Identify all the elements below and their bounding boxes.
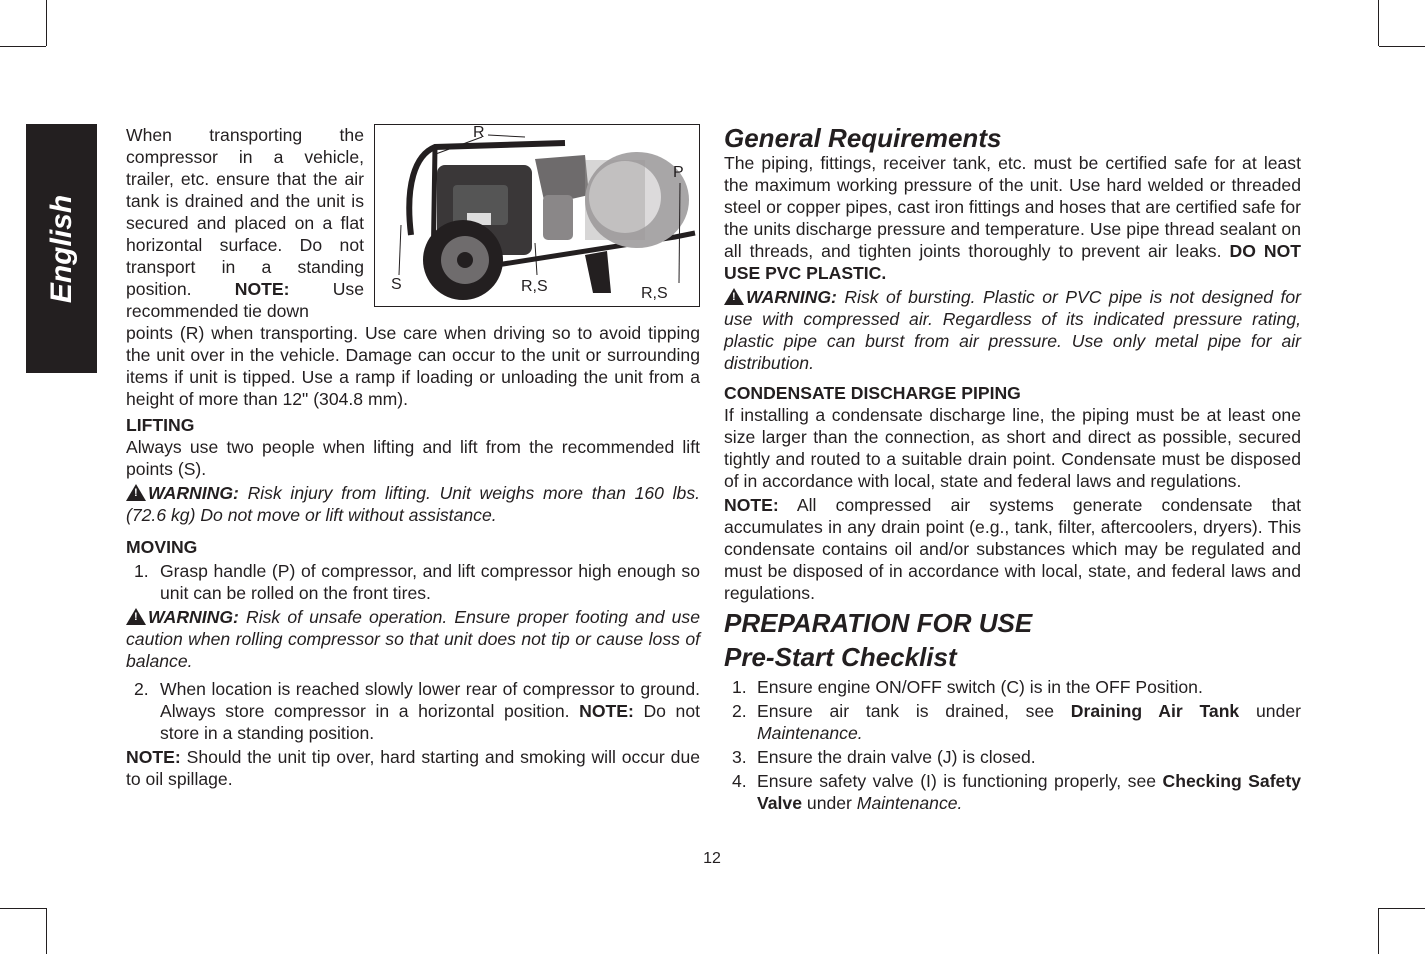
general-text: The piping, fittings, receiver tank, etc. must be certified safe for at least the maximum working pressure of the unit. Use hard welded or threaded steel or copper pipes, cast iron fittings and hoses that are certified safe for the units discharge pressure and temperature. Use pipe thread sealant on all threads, and tighten joints thoroughly to prevent air leaks. [724,153,1301,261]
step-number: 2. [732,701,747,721]
step-text: Ensure air tank is drained, see [757,701,1055,721]
general-warning [724,286,1301,374]
crop-mark [1379,908,1425,909]
lifting-warning-text: Risk injury from lifting. Unit weighs more than 160 lbs. (72.6 kg) Do not move or lift without assistance. [126,483,700,525]
step-text: When location is reached slowly lower rear of compressor to ground. Always store compressor in a horizontal position. [160,679,700,721]
crop-mark [0,908,46,909]
list-item [126,678,700,744]
crop-mark [0,46,46,47]
condensate-note-label: NOTE: [724,495,779,515]
right-column [724,124,1301,816]
step-number: 4. [732,771,747,791]
general-warning-label: WARNING: [746,287,837,307]
transport-note-start: Use recommended tie down [126,279,364,321]
general-requirements-text [724,152,1301,284]
final-note-label: NOTE: [126,747,181,767]
step-note-label: NOTE: [579,701,634,721]
lifting-warning [126,482,700,526]
step-number: 2. [134,679,149,699]
general-requirements-heading: General Requirements [724,123,1002,153]
list-item [724,770,1301,814]
step-number: 1. [134,561,149,581]
step-text-b: under [1256,701,1301,721]
crop-mark [1379,46,1425,47]
moving-steps-continued [126,678,700,744]
condensate-heading: CONDENSATE DISCHARGE PIPING [724,383,1021,403]
label-p: P [673,164,684,181]
moving-warning-text: Risk of unsafe operation. Ensure proper footing and use caution when rolling compressor so that unit does not tip or cause loss of balance. [126,607,701,671]
list-item [724,700,1301,744]
condensate-note-text: All compressed air systems generate condensate that accumulates in any drain point (e.g., tank, filter, aftercoolers, dryers). This condensate contains oil and/or substances which may be regulated and must be disposed of in accordance with local, state, and federal laws and regulations. [724,495,1301,603]
transport-note-label: NOTE: [234,279,290,299]
moving-warning [126,606,700,672]
step-italic: Maintenance. [757,723,863,743]
step-note: Do not store in a standing position. [160,701,701,743]
preparation-heading: PREPARATION FOR USE [724,608,1033,638]
moving-heading: MOVING [126,537,198,557]
crop-mark [46,0,47,46]
transport-paragraph [126,124,364,322]
step-text: Ensure safety valve (I) is functioning properly, see [757,771,1157,791]
step-number: 3. [732,747,747,767]
moving-warning-label: WARNING: [148,607,239,627]
final-note-text: Should the unit tip over, hard starting and smoking will occur due to oil spillage. [126,747,701,789]
step-bold: Checking Safety Valve [757,771,1301,813]
step-bold: Draining Air Tank [1070,701,1240,721]
label-s: S [391,276,402,293]
language-tab [26,124,97,373]
left-column [126,124,700,790]
step-number: 1. [732,677,747,697]
moving-steps [126,560,700,604]
condensate-note [724,494,1301,604]
transport-continued: points (R) when transporting. Use care when driving so to avoid tipping the unit over in the vehicle. Damage can occur to the unit or surrounding items if unit is tipped. Use a ramp if loading or unloading the unit from a height of more than 12" (304.8 mm). [126,323,700,409]
step-text-b: under [806,793,852,813]
crop-mark [46,908,47,954]
lifting-text: Always use two people when lifting and lift from the recommended lift points (S). [126,437,700,479]
step-text: Ensure the drain valve (J) is closed. [757,747,1036,767]
warning-icon [126,484,146,501]
lifting-warning-label: WARNING: [148,483,239,503]
label-rs-right: R,S [641,285,668,302]
crop-mark [1378,908,1379,954]
warning-icon [724,288,744,305]
list-item [724,746,1301,768]
checklist-heading: Pre-Start Checklist [724,642,957,672]
language-tab-label: English [44,194,78,303]
lifting-heading: LIFTING [126,415,195,435]
final-note [126,746,700,790]
step-text: Grasp handle (P) of compressor, and lift compressor high enough so unit can be rolled on the front tires. [160,561,700,603]
transport-text: When transporting the compressor in a vehicle, trailer, etc. ensure that the air tank is drained and the unit is secured and placed on a flat horizontal surface. Do not transport in a standing position. [126,125,364,299]
general-bold: DO NOT USE PVC PLASTIC. [724,241,1302,283]
warning-icon [126,608,146,625]
step-text: Ensure engine ON/OFF switch (C) is in the OFF Position. [757,677,1203,697]
condensate-text: If installing a condensate discharge line, the piping must be at least one size larger than the connection, as short and direct as possible, secured tightly and routed to a suitable drain point. Condensate must be disposed of in accordance with local, state and federal laws and regulations. [724,405,1301,491]
label-r: R [473,124,485,141]
list-item [724,676,1301,698]
step-italic: Maintenance. [856,793,963,813]
general-warning-text: Risk of bursting. Plastic or PVC pipe is not designed for use with compressed air. Regardless of its indicated pressure rating, plastic pipe can burst from air pressure. Use only metal pipe for air distribution. [724,287,1301,373]
page-number: 12 [703,850,721,867]
checklist [724,676,1301,814]
label-rs-center: R,S [521,278,548,295]
crop-mark [1378,0,1379,46]
list-item [126,560,700,604]
